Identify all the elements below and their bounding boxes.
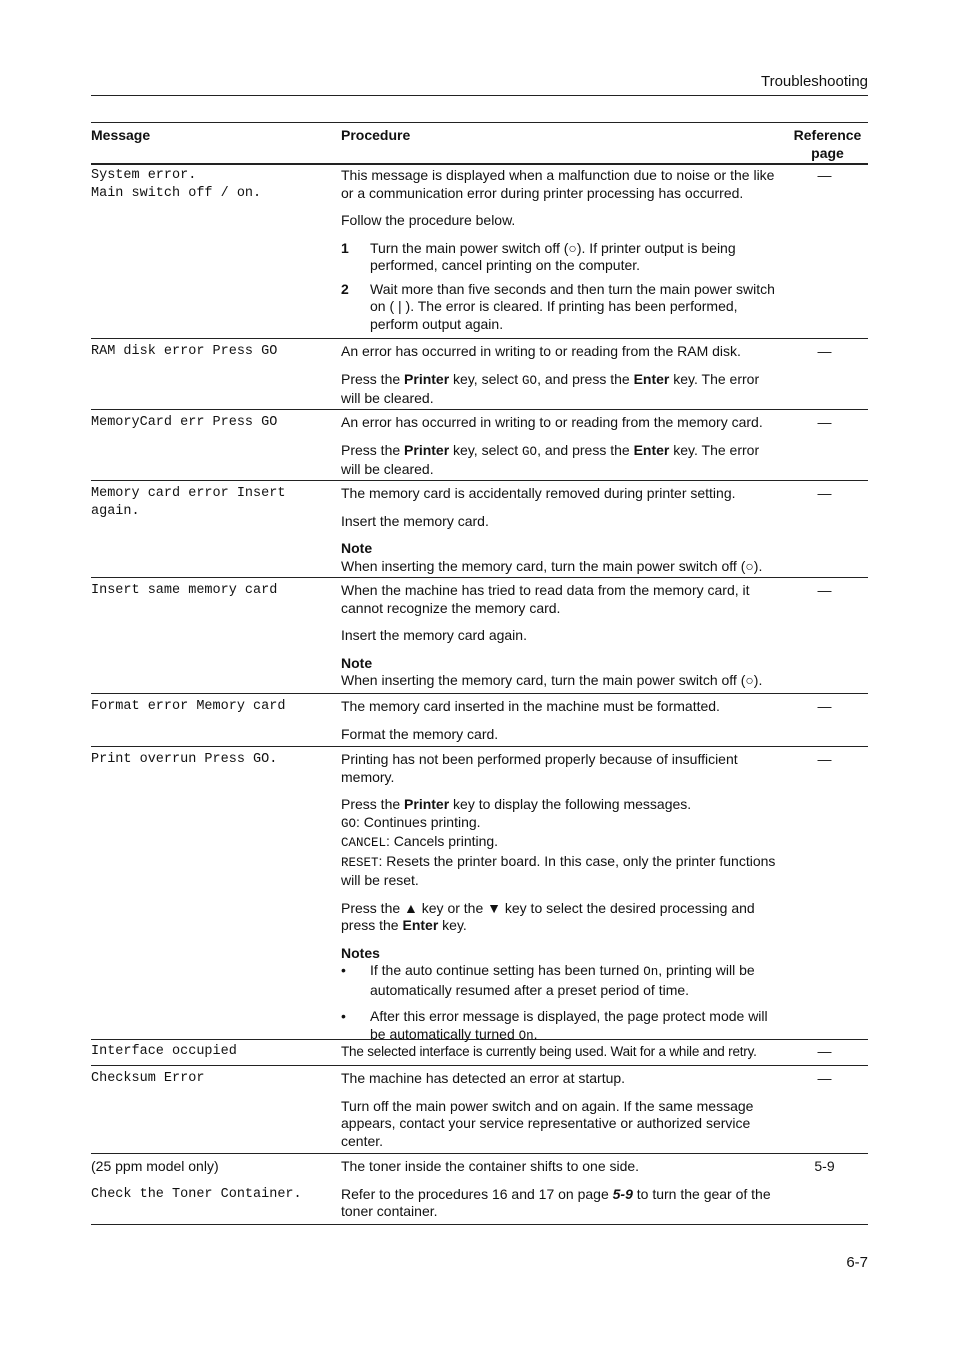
page-link[interactable]: 5-9 — [612, 1185, 633, 1202]
procedure — [341, 341, 781, 409]
table-row — [91, 410, 868, 481]
bullet-mark: • — [341, 962, 346, 978]
note-block — [341, 655, 781, 690]
code-text: GO — [522, 444, 538, 459]
procedure — [341, 749, 781, 1043]
text-run: , and press the — [537, 370, 634, 387]
table-row — [91, 481, 868, 578]
reference-page: — — [817, 698, 832, 714]
procedure-text: Turn off the main power switch and on again. If the same message appears, contact your service representative or authorized service center. — [341, 1097, 754, 1149]
notes-block — [341, 945, 781, 1046]
error-message: Memory card error Insert again. — [91, 486, 286, 519]
code-text: RESET — [341, 855, 379, 870]
note-text: When inserting the memory card, turn the main power switch off (○). — [341, 672, 763, 688]
error-message: Check the Toner Container. — [91, 1186, 302, 1202]
procedure — [341, 483, 781, 577]
code-text: GO — [522, 373, 538, 388]
model-note: (25 ppm model only) — [91, 1158, 219, 1174]
reference-page: — — [817, 414, 832, 430]
text-run: key, select — [449, 370, 523, 387]
key-name: Printer — [404, 370, 450, 387]
reference-page: — — [817, 1070, 832, 1086]
section-title: Troubleshooting — [760, 73, 868, 90]
procedure — [341, 580, 781, 693]
procedure-text: This message is displayed when a malfunction due to noise or the like or a communication error during printer processing has occurred. — [341, 167, 775, 201]
step-text: Turn the main power switch off (○). If printer output is being performed, cancel printing on the computer. — [370, 239, 736, 273]
reference-page: — — [817, 485, 832, 501]
text-run: key to display the following messages. — [449, 796, 692, 812]
step-text: Wait more than five seconds and then turn the main power switch on ( | ). The error is cleared. If printing has been performed, perform output again. — [370, 280, 775, 332]
table-row — [91, 747, 868, 1043]
procedure — [341, 1156, 781, 1224]
notes-title: Notes — [341, 944, 380, 961]
procedure-text: An error has occurred in writing to or reading from the memory card. — [341, 414, 763, 430]
text-run: If the auto continue setting has been turned — [370, 962, 644, 978]
procedure — [341, 696, 781, 746]
note-title: Note — [341, 654, 373, 671]
text-run: : Continues printing. — [356, 813, 481, 830]
text-run: , and press the — [537, 441, 634, 458]
procedure — [341, 165, 781, 338]
table-row — [91, 1040, 868, 1066]
table-header — [91, 123, 868, 165]
procedure-text: An error has occurred in writing to or reading from the RAM disk. — [341, 343, 741, 359]
option-cancel — [341, 833, 781, 853]
text-run: to turn the gear of the toner container. — [341, 1185, 771, 1219]
procedure-text — [341, 1186, 781, 1221]
procedure-step — [341, 281, 781, 334]
table-row — [91, 694, 868, 747]
error-message: RAM disk error Press GO — [91, 344, 278, 359]
code-text: GO — [341, 816, 357, 831]
error-message: System error. Main switch off / on. — [91, 168, 262, 201]
key-name: Enter — [633, 441, 670, 458]
procedure-text: Printing has not been performed properly because of insufficient memory. — [341, 751, 738, 785]
procedure-text: Format the memory card. — [341, 725, 499, 742]
note-block — [341, 540, 781, 575]
note-text: When inserting the memory card, turn the main power switch off (○). — [341, 557, 763, 574]
procedure-step — [341, 240, 781, 275]
note-bullet — [341, 1008, 781, 1045]
step-number: 2 — [341, 280, 349, 297]
error-message-cell — [91, 1156, 341, 1224]
procedure-text: The machine has detected an error at startup. — [341, 1070, 626, 1086]
procedure-text: The selected interface is currently being used. Wait for a while and retry. — [341, 1044, 757, 1059]
key-name: Enter — [402, 917, 439, 933]
procedure-text — [341, 900, 781, 935]
procedure-text: When the machine has tried to read data from the memory card, it cannot recognize the memory card. — [341, 582, 750, 616]
error-message: MemoryCard err Press GO — [91, 415, 278, 430]
table-row — [91, 339, 868, 410]
key-name: Printer — [404, 796, 450, 812]
procedure — [341, 1041, 781, 1065]
text-run: . — [533, 1025, 538, 1042]
bullet-mark: • — [341, 1008, 346, 1024]
reference-page: — — [817, 1043, 832, 1059]
reference-page: — — [817, 751, 832, 767]
reference-page: — — [817, 582, 832, 598]
code-text: CANCEL — [341, 836, 387, 850]
table-row — [91, 1066, 868, 1154]
text-run: , printing will be automatically resumed after a preset period of time. — [370, 962, 755, 998]
text-run: : Cancels printing. — [386, 833, 499, 849]
procedure — [341, 1068, 781, 1153]
procedure-text — [341, 796, 781, 890]
text-run: key, select — [449, 441, 523, 458]
key-name: Enter — [633, 370, 670, 387]
reference-page: — — [817, 167, 832, 183]
error-message: Interface occupied — [91, 1044, 237, 1059]
note-bullet — [341, 962, 781, 999]
text-run: After this error message is displayed, the page protect mode will be automatically turned — [370, 1008, 768, 1042]
error-message: Format error Memory card — [91, 699, 286, 714]
text-run: Press the — [341, 370, 405, 387]
text-run: key. The error will be cleared. — [341, 441, 760, 477]
procedure-text: Insert the memory card. — [341, 512, 489, 529]
note-title: Note — [341, 540, 373, 556]
reference-page: 5-9 — [814, 1158, 835, 1174]
text-run: key. The error will be cleared. — [341, 370, 760, 406]
error-message: Insert same memory card — [91, 583, 278, 598]
bullet-text — [370, 962, 781, 999]
header-procedure: Procedure — [341, 127, 411, 143]
code-text: On — [518, 1028, 534, 1043]
error-message: Checksum Error — [91, 1071, 205, 1086]
error-message-table — [91, 122, 868, 1225]
procedure-text — [341, 371, 781, 408]
text-run: : Resets the printer board. In this case, only the printer functions will be reset. — [341, 852, 776, 888]
procedure — [341, 412, 781, 480]
bullet-text — [370, 1008, 781, 1045]
running-header — [91, 72, 868, 96]
table-row — [91, 165, 868, 339]
text-run: key. — [438, 917, 467, 933]
procedure-text: The memory card is accidentally removed during printer setting. — [341, 485, 736, 501]
procedure-text: Follow the procedure below. — [341, 212, 516, 228]
table-row — [91, 1154, 868, 1225]
option-reset — [341, 853, 781, 890]
error-message: Print overrun Press GO. — [91, 752, 278, 767]
procedure-text — [341, 442, 781, 479]
procedure-text: The toner inside the container shifts to one side. — [341, 1158, 640, 1174]
table-row — [91, 578, 868, 694]
reference-page: — — [817, 343, 832, 359]
header-message: Message — [91, 127, 151, 143]
procedure-text: The memory card inserted in the machine must be formatted. — [341, 698, 720, 714]
text-run: Press the — [341, 441, 405, 458]
option-go — [341, 814, 781, 834]
step-number: 1 — [341, 239, 349, 256]
code-text: On — [643, 965, 659, 979]
text-run: Press the — [341, 796, 405, 812]
text-run: Refer to the procedures 16 and 17 on page — [341, 1185, 613, 1202]
header-reference: Reference page — [793, 127, 862, 161]
page-number: 6-7 — [846, 1254, 868, 1271]
text-run: Press the ▲ key or the ▼ key to select the desired processing and press the — [341, 899, 755, 933]
procedure-text: Insert the memory card again. — [341, 627, 527, 643]
key-name: Printer — [404, 441, 450, 458]
